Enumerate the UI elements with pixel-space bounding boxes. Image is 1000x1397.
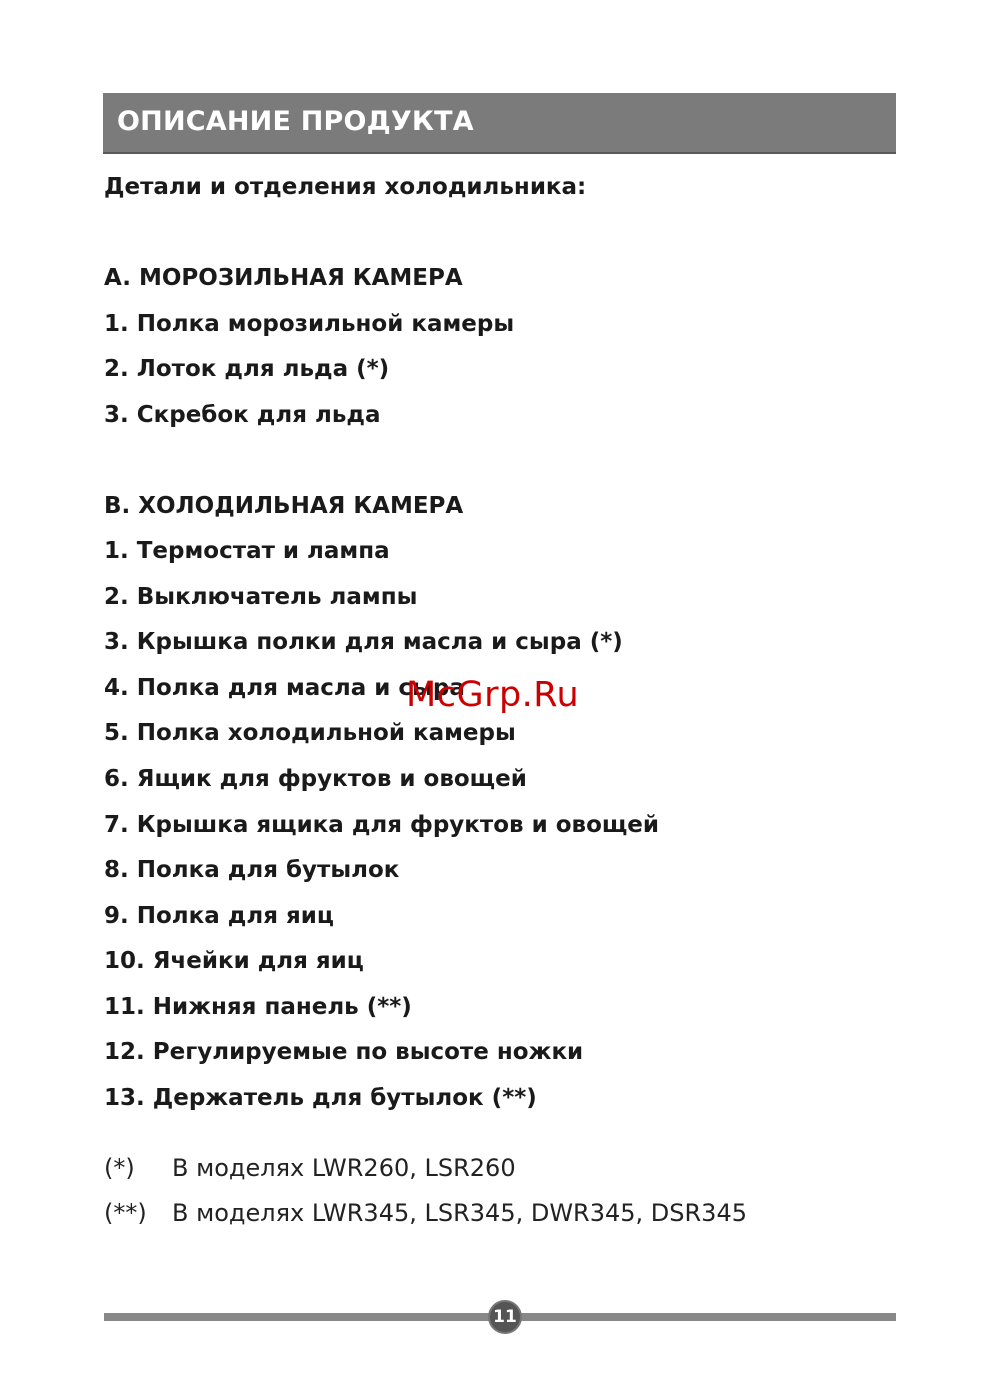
list-item: 12. Регулируемые по высоте ножки (104, 1039, 584, 1065)
footnote (104, 1154, 516, 1182)
footnote (104, 1199, 747, 1227)
list-item: 3. Крышка полки для масла и сыра (*) (104, 629, 623, 655)
watermark: McGrp.Ru (406, 675, 580, 715)
list-item: 1. Термостат и лампа (104, 538, 390, 564)
footnote-text: В моделях LWR260, LSR260 (172, 1154, 516, 1182)
list-item: 1. Полка морозильной камеры (104, 311, 515, 337)
list-item: 11. Нижняя панель (**) (104, 994, 412, 1020)
list-item: 2. Выключатель лампы (104, 584, 418, 610)
list-item: 10. Ячейки для яиц (104, 948, 364, 974)
list-item: 4. Полка для масла и сыра (104, 675, 465, 701)
list-item: 5. Полка холодильной камеры (104, 720, 516, 746)
list-item: 2. Лоток для льда (*) (104, 356, 390, 382)
list-item: 9. Полка для яиц (104, 903, 334, 929)
page-number-badge: 11 (488, 1300, 522, 1334)
footnote-mark: (*) (104, 1154, 135, 1182)
list-item: 3. Скребок для льда (104, 402, 381, 428)
list-item: 6. Ящик для фруктов и овощей (104, 766, 527, 792)
section-heading-fridge: B. ХОЛОДИЛЬНАЯ КАМЕРА (104, 493, 464, 519)
footnote-mark: (**) (104, 1199, 147, 1227)
section-header-bar (103, 93, 896, 154)
list-item: 13. Держатель для бутылок (**) (104, 1085, 537, 1111)
subtitle: Детали и отделения холодильника: (104, 174, 587, 200)
page-title: ОПИСАНИЕ ПРОДУКТА (117, 106, 474, 137)
footnote-text: В моделях LWR345, LSR345, DWR345, DSR345 (172, 1199, 747, 1227)
list-item: 8. Полка для бутылок (104, 857, 400, 883)
list-item: 7. Крышка ящика для фруктов и овощей (104, 812, 660, 838)
section-heading-freezer: A. МОРОЗИЛЬНАЯ КАМЕРА (104, 265, 463, 291)
